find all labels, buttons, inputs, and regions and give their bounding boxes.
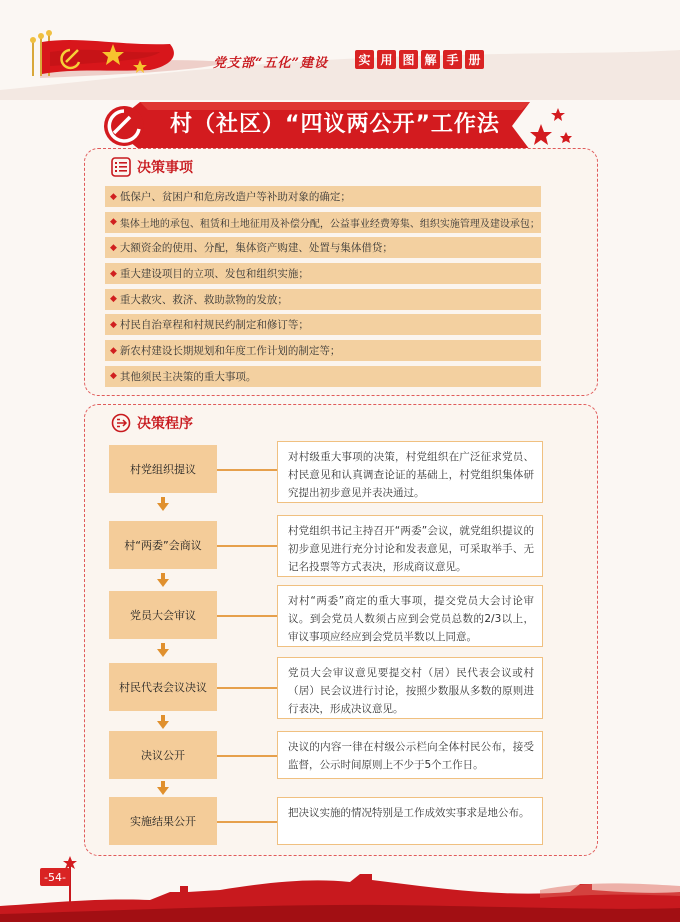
section-header [111,157,193,177]
step-description: 对村“两委”商定的重大事项，提交党员大会讨论审议。到会党员人数须占应到会党员总数的2/3以上，审议事项应经应到会党员半数以上同意。 [277,585,543,647]
down-arrow-icon [157,573,169,587]
procedure-step: 村党组织提议 [109,445,217,493]
list-item [105,263,541,284]
page-title: 村（社区）“四议两公开”工作法 [170,112,500,137]
down-arrow-icon [157,497,169,511]
item-text: 集体土地的承包、租赁和土地征用及补偿分配，公益事业经费筹集、组织实施管理及建设承包； [119,218,540,230]
connector-line [217,545,277,547]
step-description: 把决议实施的情况特别是工作成效实事求是地公布。 [277,797,543,845]
diamond-bullet-icon: ◆ [110,217,117,228]
connector-line [217,821,277,823]
diamond-bullet-icon: ◆ [110,294,117,305]
diamond-bullet-icon: ◆ [110,371,117,382]
procedure-step: 实施结果公开 [109,797,217,845]
procedure-step: 村“两委”会商议 [109,521,217,569]
list-item [105,289,541,310]
header-box-char: 图 [399,50,418,69]
header-box-char: 解 [421,50,440,69]
step-description: 对村级重大事项的决策，村党组织在广泛征求党员、村民意见和认真调查论证的基础上，村党组织集体研究提出初步意见并表决通过。 [277,441,543,503]
item-text: 大额资金的使用、分配，集体资产购建、处置与集体借贷； [119,242,393,255]
item-text: 新农村建设长期规划和年度工作计划的制定等； [119,345,341,358]
list-item [105,314,541,335]
list-item [105,366,541,387]
section-header [111,413,193,433]
diamond-bullet-icon: ◆ [110,242,117,253]
header-flag-art [0,0,680,100]
step-description: 党员大会审议意见要提交村（居）民代表会议或村（居）民会议进行讨论，按照少数服从多数的原则进行表决，形成决议意见。 [277,657,543,719]
item-text: 重大建设项目的立项、发包和组织实施； [119,268,309,281]
decision-procedure-section [84,404,598,856]
list-item [105,212,541,233]
header-book-series: 党支部“五化”建设 [213,56,328,71]
great-wall-footer-art [0,852,680,922]
list-item [105,340,541,361]
item-text: 其他须民主决策的重大事项。 [119,370,257,383]
down-arrow-icon [157,715,169,729]
connector-line [217,469,277,471]
diamond-bullet-icon: ◆ [110,345,117,356]
diamond-bullet-icon: ◆ [110,319,117,330]
step-description: 决议的内容一律在村级公示栏向全体村民公布，接受监督，公示时间原则上不少于5个工作日。 [277,731,543,779]
connector-line [217,755,277,757]
list-icon [111,157,131,177]
section-title: 决策事项 [137,160,193,176]
header-manual-label [355,50,484,69]
procedure-icon [111,413,131,433]
header-box-char: 手 [443,50,462,69]
decision-items-section [84,148,598,396]
item-text: 重大救灾、救济、救助款物的发放； [119,293,288,306]
list-item [105,186,541,207]
item-text: 村民自治章程和村规民约制定和修订等； [119,319,309,332]
list-item [105,237,541,258]
down-arrow-icon [157,643,169,657]
page-number: -54- [40,868,70,886]
decision-items-list [105,186,541,392]
section-title: 决策程序 [137,416,193,432]
procedure-step: 村民代表会议决议 [109,663,217,711]
procedure-step: 党员大会审议 [109,591,217,639]
item-text: 低保户、贫困户和危房改造户等补助对象的确定； [119,191,351,203]
diamond-bullet-icon: ◆ [110,191,117,202]
header-box-char: 实 [355,50,374,69]
procedure-step: 决议公开 [109,731,217,779]
step-description: 村党组织书记主持召开“两委”会议，就党组织提议的初步意见进行充分讨论和发表意见，可采取举手、无记名投票等方式表决，形成商议意见。 [277,515,543,577]
connector-line [217,615,277,617]
diamond-bullet-icon: ◆ [110,268,117,279]
header-box-char: 册 [465,50,484,69]
connector-line [217,687,277,689]
down-arrow-icon [157,781,169,795]
header-box-char: 用 [377,50,396,69]
